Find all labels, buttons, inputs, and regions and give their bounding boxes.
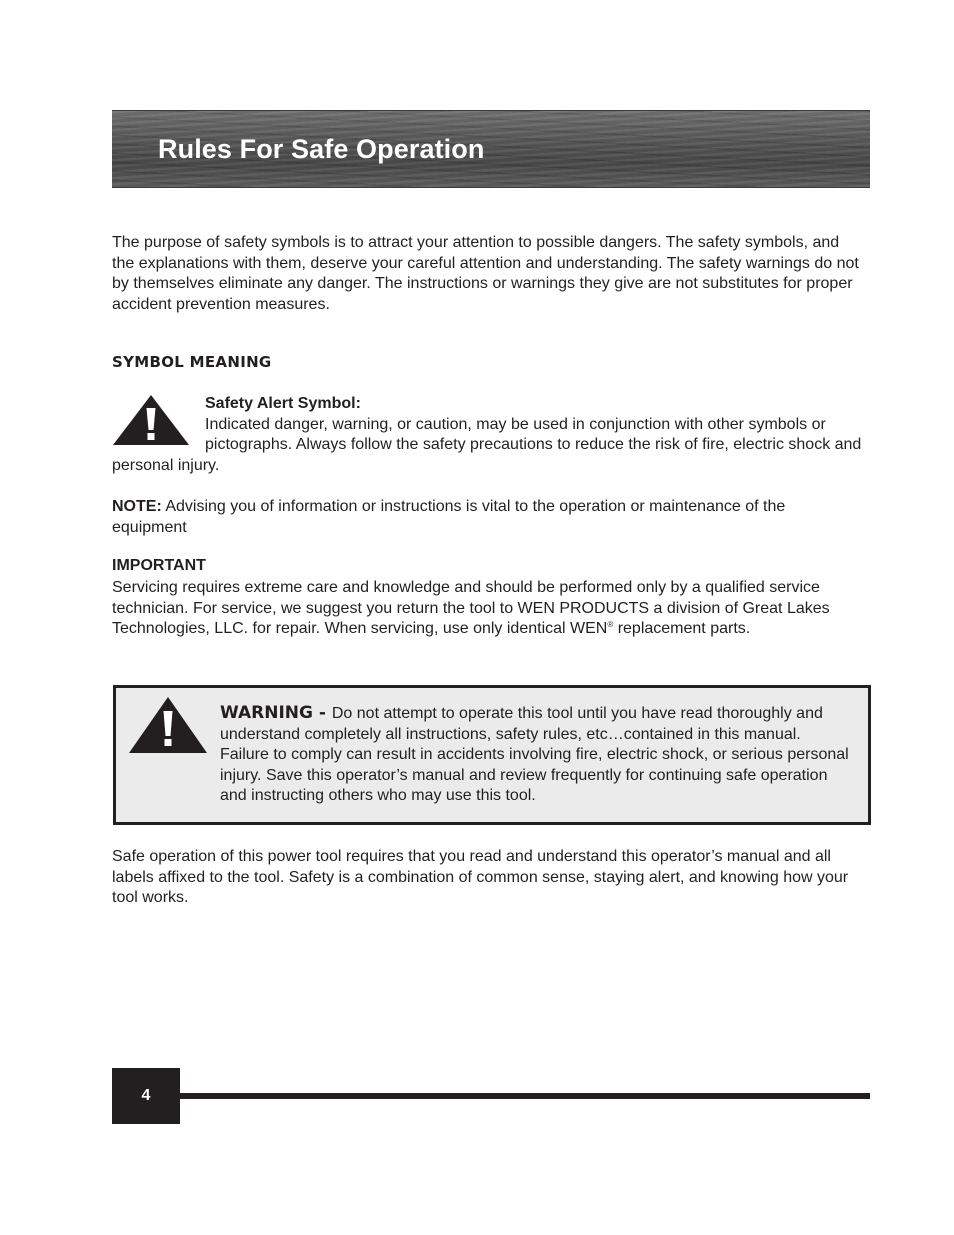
warning-text: Do not attempt to operate this tool until you have read thoroughly and understand completely all instructions, safety rules, etc…contained in this manual. Failure to comply can result in accidents involving fire, electric shock, or serious personal injury. Save this operator’s manual and review frequently for continuing safe operation and instructing others who may use this tool. [220, 705, 849, 805]
safety-alert-symbol-entry [112, 394, 864, 476]
note-label: NOTE: [112, 498, 162, 515]
note-paragraph [112, 497, 864, 538]
registered-mark: ® [607, 620, 614, 630]
warning-triangle-icon [112, 394, 190, 446]
section-banner [112, 110, 870, 188]
footer-rule [112, 1093, 870, 1099]
note-text: Advising you of information or instructions is vital to the operation or maintenance of the equipment [112, 498, 786, 536]
page-number: 4 [112, 1068, 180, 1124]
page-title: Rules For Safe Operation [158, 134, 485, 164]
intro-paragraph: The purpose of safety symbols is to attract your attention to possible dangers. The safety symbols, and the explanations with them, deserve your careful attention and understanding. The safety warnings do not by themselves eliminate any danger. The instructions or warnings they give are not substitutes for proper accident prevention measures. [112, 234, 859, 313]
important-paragraph [112, 578, 864, 640]
safety-alert-title: Safety Alert Symbol: [205, 395, 361, 412]
warning-triangle-icon [128, 696, 208, 754]
important-text-end: replacement parts. [613, 620, 751, 638]
important-text: Servicing requires extreme care and knowledge and should be performed only by a qualified service technician. For service, we suggest you return the tool to WEN PRODUCTS a division of Great Lakes Technologies, LLC. for repair. When servicing, use only identical WEN [112, 579, 830, 638]
symbol-meaning-heading: SYMBOL MEANING [112, 353, 272, 371]
warning-label: WARNING - [220, 703, 332, 723]
warning-box [113, 685, 871, 825]
important-heading: IMPORTANT [112, 557, 206, 574]
warning-paragraph [220, 703, 850, 807]
closing-paragraph: Safe operation of this power tool requires that you read and understand this operator’s manual and all labels affixed to the tool. Safety is a combination of common sense, staying alert, and knowing how your tool works. [112, 848, 849, 907]
safety-alert-description: Indicated danger, warning, or caution, may be used in conjunction with other symbols or pictographs. Always follow the safety precautions to reduce the risk of fire, electric shock and personal injury. [112, 415, 862, 474]
